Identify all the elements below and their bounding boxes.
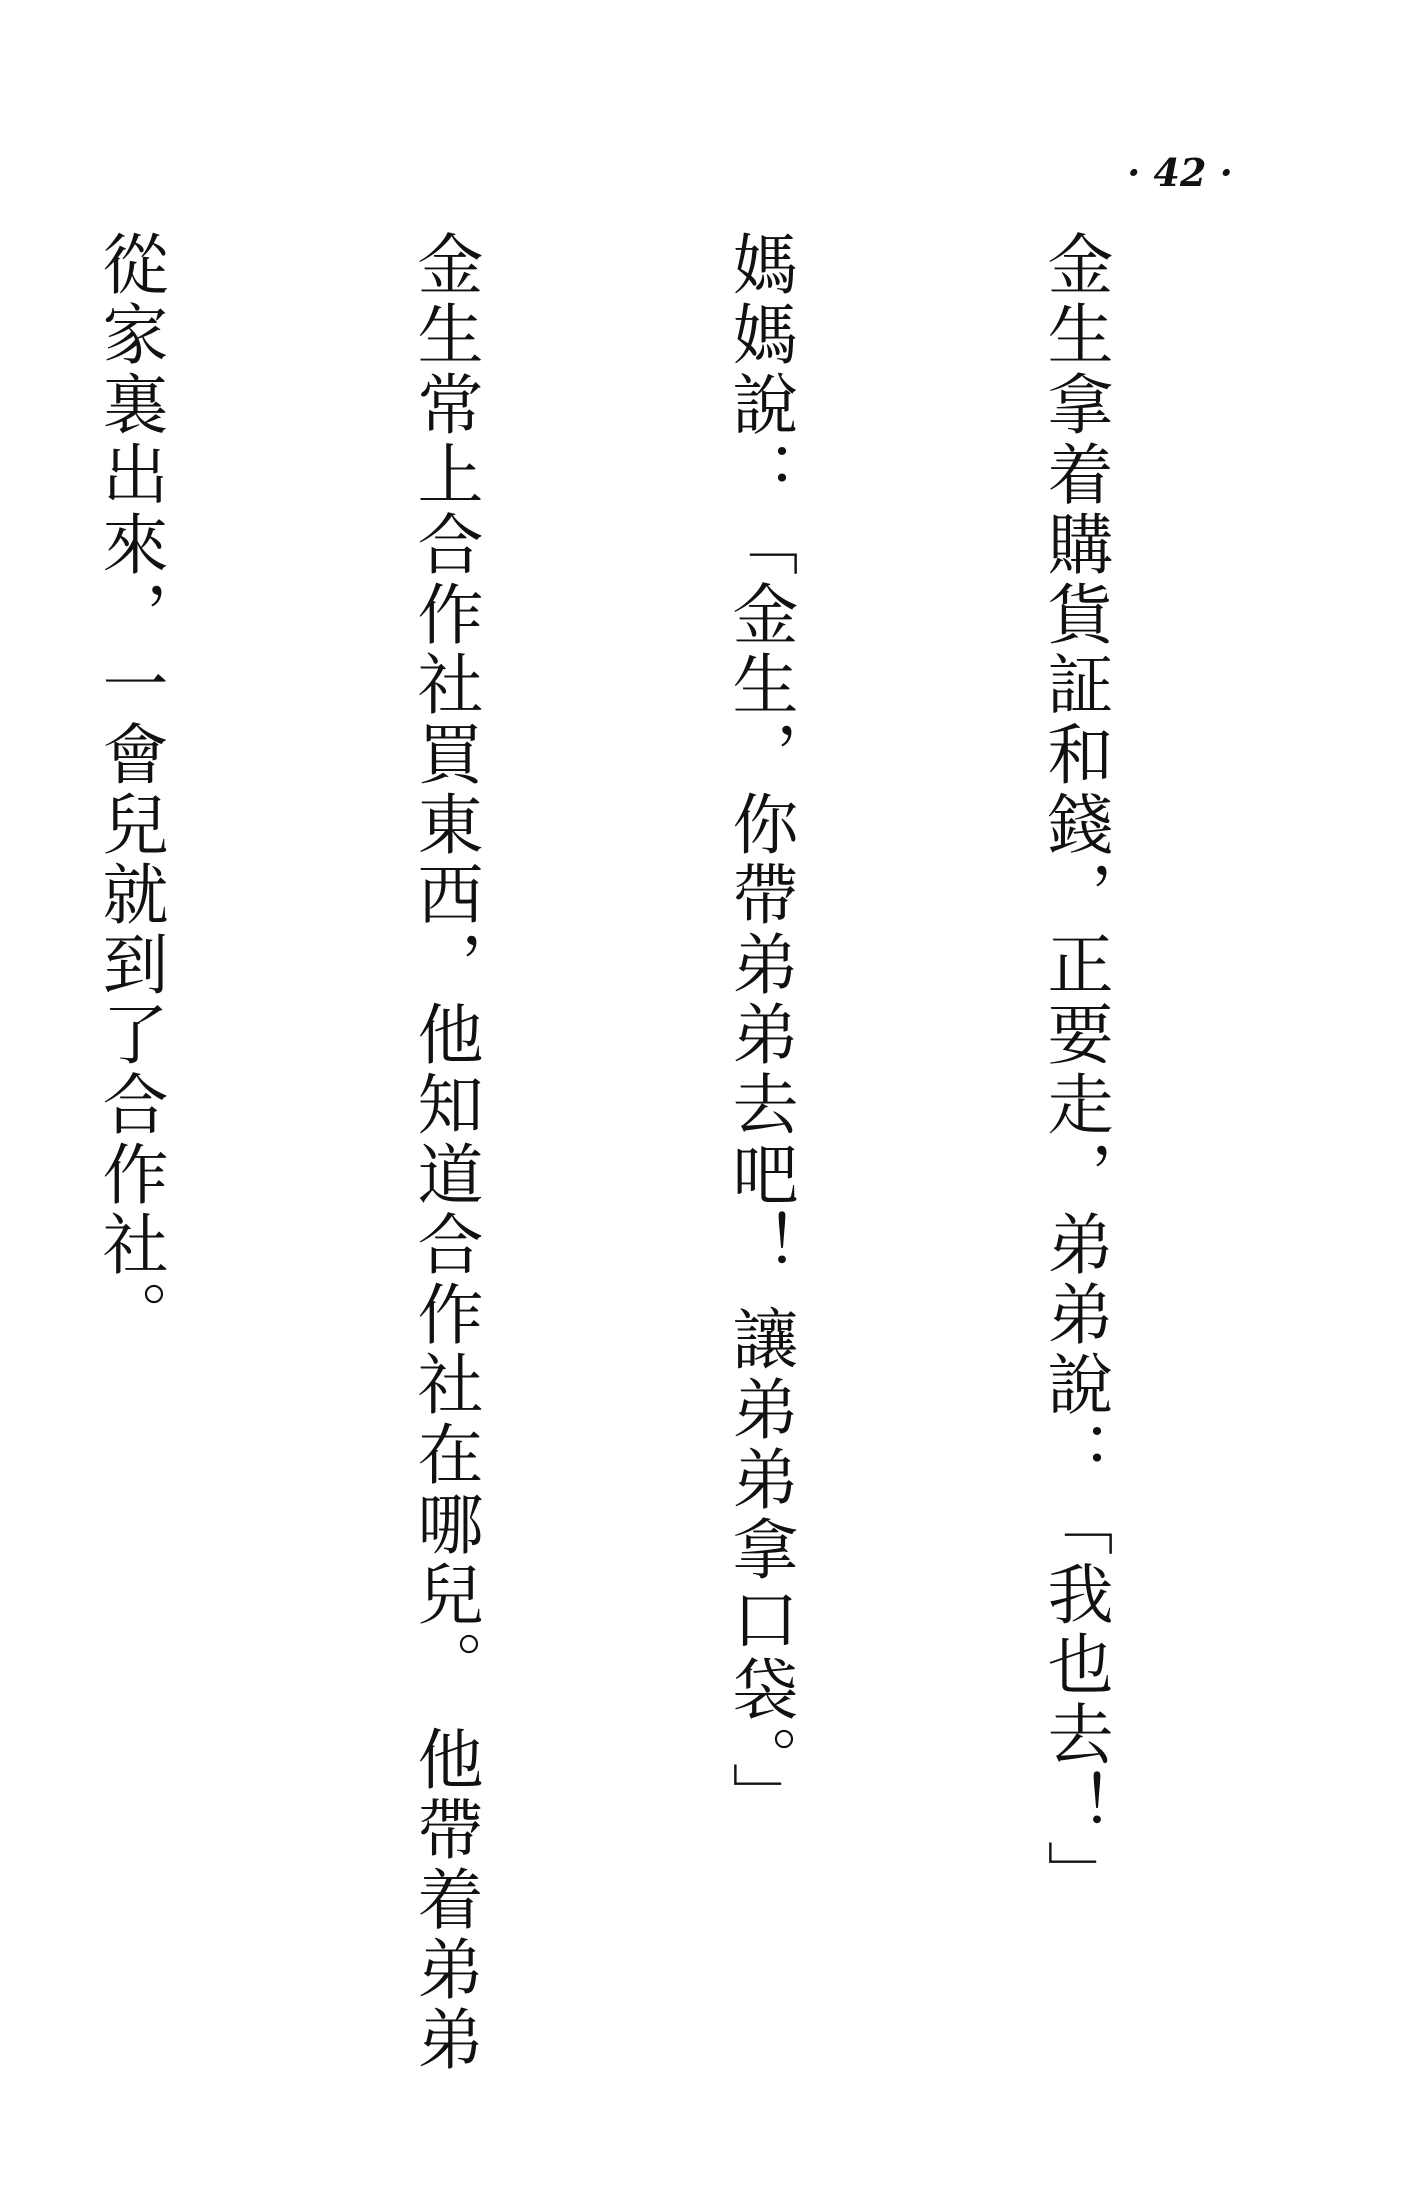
text-line: 金生拿着購貨証和錢，正要走，弟弟說：「我也去！」 <box>1036 230 1113 1910</box>
page-number: · 42 · <box>1127 150 1233 195</box>
text-line: 從家裏出來，一會兒就到了合作社。 <box>91 230 168 1350</box>
text-line: 媽媽說：「金生，你帶弟弟去吧！ 讓弟弟拿口袋。」 <box>721 230 798 1832</box>
text-line: 金生常上合作社買東西，他知道合作社在哪兒。 他帶着弟弟 <box>406 230 483 2075</box>
vertical-text-body <box>0 230 1337 2075</box>
